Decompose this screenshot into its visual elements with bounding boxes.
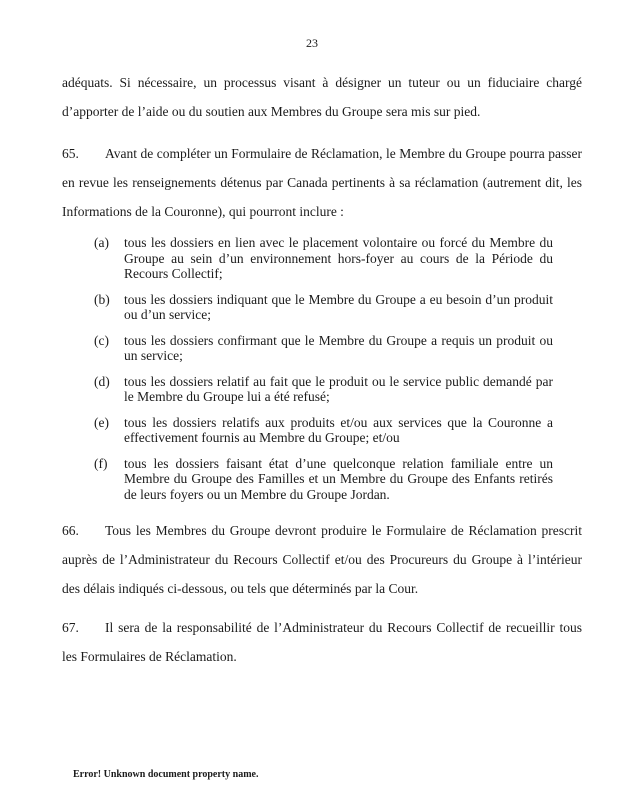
paragraph-continuation: adéquats. Si nécessaire, un processus visant à désigner un tuteur ou un fiduciaire chargé d’apporter de l’aide ou du soutien aux Membres du Groupe sera mis sur pied.	[62, 75, 582, 119]
list-item-d-marker: (d)	[94, 373, 110, 389]
list-item-e-marker: (e)	[94, 414, 109, 430]
list-item-c	[94, 333, 553, 364]
paragraph-65-text: Avant de compléter un Formulaire de Réclamation, le Membre du Groupe pourra passer en revue les renseignements détenus par Canada pertinents à sa réclamation (autrement dit, les Informations de la Couronne), qui pourront inclure :	[62, 146, 582, 219]
paragraph-65-number: 65.	[62, 146, 79, 161]
paragraph-66-number: 66.	[62, 523, 79, 538]
list-item-c-marker: (c)	[94, 332, 109, 348]
page-number: 23	[306, 36, 318, 50]
document-body	[0, 68, 624, 671]
list-item-f-text: tous les dossiers faisant état d’une quelconque relation familiale entre un Membre du Groupe des Familles et un Membre du Groupe des Enfants retirés de leurs foyers ou un Membre du Groupe Jordan.	[124, 455, 553, 502]
list-item-b-marker: (b)	[94, 291, 110, 307]
paragraph-67-number: 67.	[62, 620, 79, 635]
list-item-d	[94, 374, 553, 405]
list-item-b	[94, 292, 553, 323]
list-item-a	[94, 235, 553, 282]
crown-information-list	[94, 235, 553, 502]
list-item-a-marker: (a)	[94, 235, 109, 250]
paragraph-67	[62, 613, 582, 671]
list-item-f	[94, 456, 553, 503]
list-item-c-text: tous les dossiers confirmant que le Membre du Groupe a requis un produit ou un service;	[124, 332, 553, 363]
list-item-a-text: tous les dossiers en lien avec le placement volontaire ou forcé du Membre du Groupe au sein d’un environnement hors-foyer au cours de la Période du Recours Collectif;	[124, 235, 553, 281]
paragraph-66-text: Tous les Membres du Groupe devront produire le Formulaire de Réclamation prescrit auprès de l’Administrateur du Recours Collectif et/ou des Procureurs du Groupe à l’intérieur des délais indiqués ci-dessous, ou tels que déterminés par la Cour.	[62, 523, 582, 596]
paragraph-67-text: Il sera de la responsabilité de l’Administrateur du Recours Collectif de recueillir tous les Formulaires de Réclamation.	[62, 620, 582, 664]
list-item-d-text: tous les dossiers relatif au fait que le produit ou le service public demandé par le Membre du Groupe lui a été refusé;	[124, 373, 553, 404]
list-item-e-text: tous les dossiers relatifs aux produits et/ou aux services que la Couronne a effectivement fournis au Membre du Groupe; et/ou	[124, 414, 553, 445]
list-item-b-text: tous les dossiers indiquant que le Membre du Groupe a eu besoin d’un produit ou d’un service;	[124, 291, 553, 322]
paragraph-65	[62, 139, 582, 226]
list-item-e	[94, 415, 553, 446]
paragraph-66	[62, 516, 582, 603]
list-item-f-marker: (f)	[94, 455, 108, 471]
footer-error-field: Error! Unknown document property name.	[73, 769, 259, 780]
